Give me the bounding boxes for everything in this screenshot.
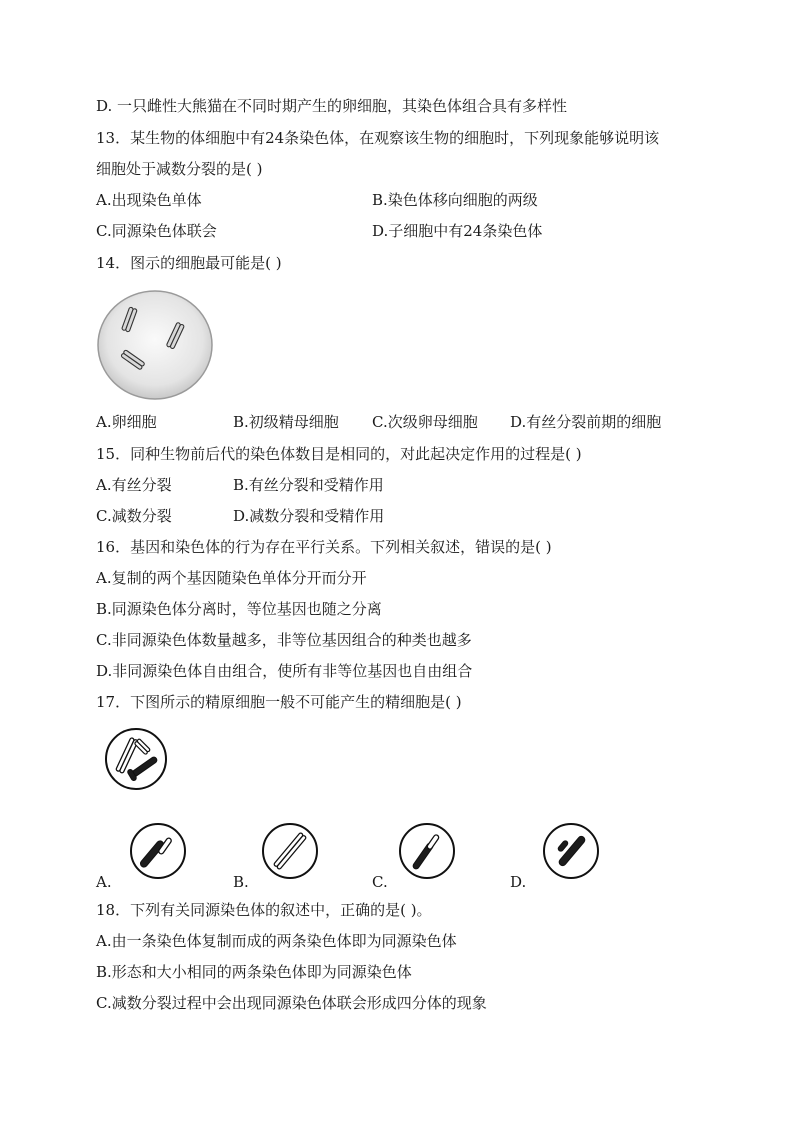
q13-option-a: A.出现染色单体 xyxy=(96,191,202,209)
q17-option-a-figure xyxy=(128,822,188,880)
q15-stem: 15．同种生物前后代的染色体数目是相同的，对此起决定作用的过程是( ) xyxy=(96,445,582,463)
q13-option-d: D.子细胞中有24条染色体 xyxy=(372,222,543,240)
q15-option-a: A.有丝分裂 xyxy=(96,476,172,494)
q16-option-d: D.非同源染色体自由组合，使所有非等位基因也自由组合 xyxy=(96,662,473,680)
q15-option-b: B.有丝分裂和受精作用 xyxy=(233,476,384,494)
q18-option-b: B.形态和大小相同的两条染色体即为同源染色体 xyxy=(96,963,412,981)
q17-option-c-label: C. xyxy=(372,873,388,891)
q13-option-b: B.染色体移向细胞的两级 xyxy=(372,191,538,209)
q17-spermatogonium-figure xyxy=(104,727,168,791)
q15-option-d: D.减数分裂和受精作用 xyxy=(233,507,385,525)
q12-option-d: D. 一只雌性大熊猫在不同时期产生的卵细胞，其染色体组合具有多样性 xyxy=(96,97,568,115)
q16-option-c: C.非同源染色体数量越多，非等位基因组合的种类也越多 xyxy=(96,631,472,649)
q17-option-b-figure xyxy=(260,822,320,880)
q15-option-c: C.减数分裂 xyxy=(96,507,172,525)
q17-stem: 17．下图所示的精原细胞一般不可能产生的精细胞是( ) xyxy=(96,693,462,711)
q17-option-c-figure xyxy=(397,822,457,880)
q14-stem: 14．图示的细胞最可能是( ) xyxy=(96,254,282,272)
q16-option-a: A.复制的两个基因随染色单体分开而分开 xyxy=(96,569,367,587)
q14-option-c: C.次级卵母细胞 xyxy=(372,413,478,431)
q14-option-d: D.有丝分裂前期的细胞 xyxy=(510,413,662,431)
q13-stem-line2: 细胞处于减数分裂的是( ) xyxy=(96,160,263,178)
q17-option-d-figure xyxy=(541,822,601,880)
q13-option-c: C.同源染色体联会 xyxy=(96,222,217,240)
q18-option-c: C.减数分裂过程中会出现同源染色体联会形成四分体的现象 xyxy=(96,994,487,1012)
q14-option-a: A.卵细胞 xyxy=(96,413,157,431)
q13-stem-line1: 13．某生物的体细胞中有24条染色体，在观察该生物的细胞时，下列现象能够说明该 xyxy=(96,129,660,147)
q17-option-b-label: B. xyxy=(233,873,249,891)
cell-membrane xyxy=(98,291,212,399)
q17-option-a-label: A. xyxy=(96,873,112,891)
q14-option-b: B.初级精母细胞 xyxy=(233,413,339,431)
q17-option-d-label: D. xyxy=(510,873,527,891)
q18-option-a: A.由一条染色体复制而成的两条染色体即为同源染色体 xyxy=(96,932,457,950)
q16-stem: 16．基因和染色体的行为存在平行关系。下列相关叙述，错误的是( ) xyxy=(96,538,552,556)
q18-stem: 18．下列有关同源染色体的叙述中，正确的是( )。 xyxy=(96,901,432,919)
q16-option-b: B.同源染色体分离时，等位基因也随之分离 xyxy=(96,600,382,618)
q14-cell-figure xyxy=(96,289,214,401)
